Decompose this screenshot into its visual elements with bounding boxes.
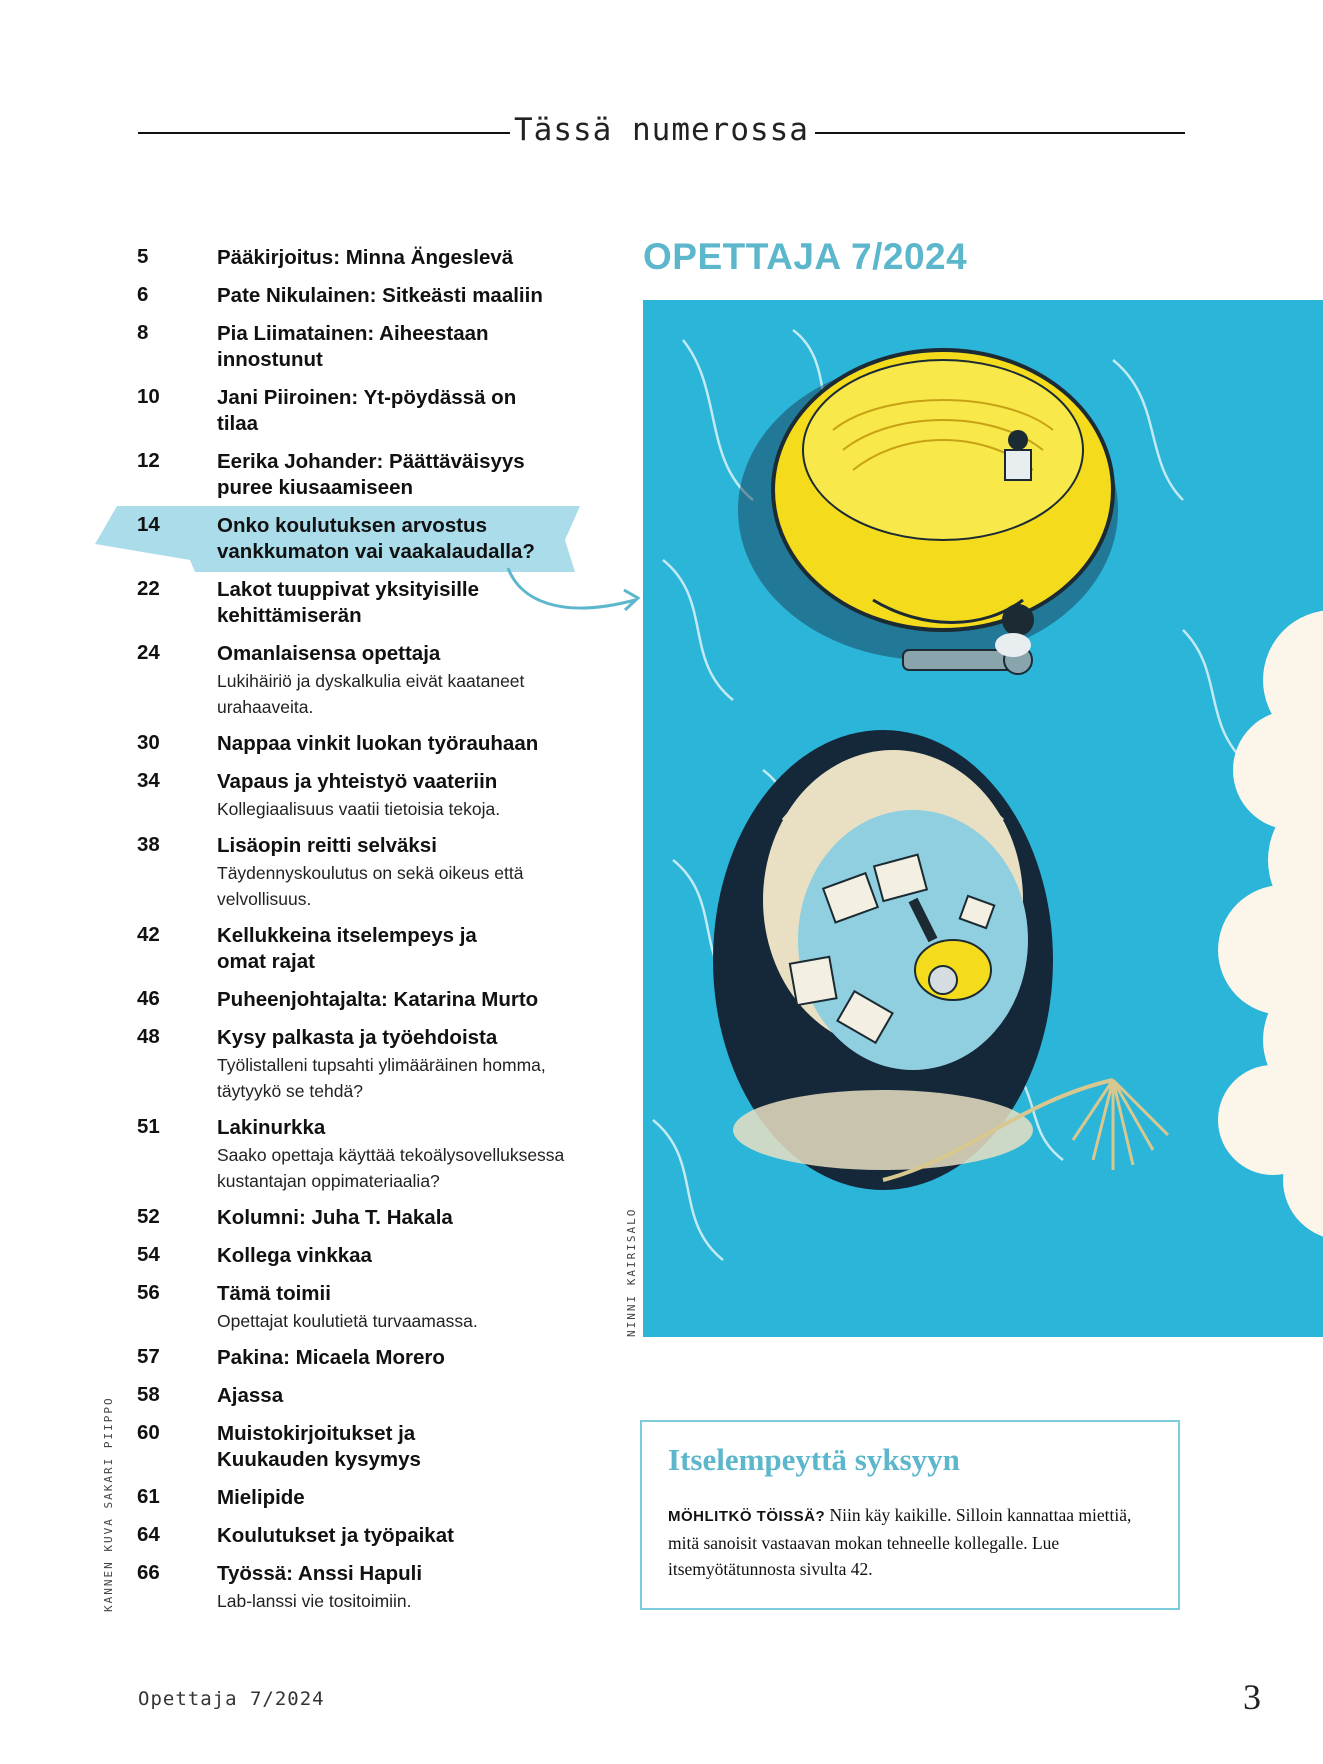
toc-page-number: 22: [137, 577, 160, 600]
header-rule-right: [815, 132, 1185, 134]
toc-page-number: 46: [137, 987, 160, 1010]
toc-page-number: 5: [137, 245, 149, 268]
toc-page-number: 24: [137, 641, 160, 664]
toc-page-number: 12: [137, 449, 160, 472]
toc-title: Pate Nikulainen: Sitkeästi maaliin: [217, 284, 543, 307]
illustrator-credit: NINNI KAIRISALO: [625, 1207, 638, 1337]
toc-page-number: 38: [137, 833, 160, 856]
toc-title: Nappaa vinkit luokan työrauhaan: [217, 732, 539, 755]
toc-page-number: 51: [137, 1115, 160, 1138]
toc-title: Pääkirjoitus: Minna Ängeslevä: [217, 246, 514, 269]
toc-title: Lakot tuuppivat yksityisille kehittämiserän: [217, 578, 480, 627]
teaser-box: [640, 1420, 1180, 1610]
toc-page-number: 6: [137, 283, 149, 306]
page-number: 3: [1243, 1677, 1261, 1717]
teaser-title: Itselempeyttä syksyyn: [668, 1442, 960, 1477]
toc-title: Ajassa: [217, 1384, 284, 1407]
toc-page-number: 52: [137, 1205, 160, 1228]
magazine-issue-title: OPETTAJA 7/2024: [643, 236, 968, 277]
teaser-lead: MÖHLITKÖ TÖISSÄ?: [668, 1508, 826, 1525]
teaser-body: Niin käy kaikille. Silloin kannattaa miettiä, mitä sanoisit vastaavan mokan tehneelle kollegalle. Lue itsemyötätunnosta sivulta 42.: [668, 1505, 1132, 1579]
toc-title: Pia Liimatainen: Aiheestaan innostunut: [217, 322, 489, 371]
toc-page-number: 57: [137, 1345, 160, 1368]
toc-title: Koulutukset ja työpaikat: [217, 1524, 454, 1547]
toc-subtitle: Työlistalleni tupsahti ylimääräinen homma, täytyykö se tehdä?: [217, 1055, 546, 1101]
toc-page-number: 56: [137, 1281, 160, 1304]
cover-illustration[interactable]: [643, 300, 1323, 1337]
page-title: Tässä numerossa: [514, 112, 809, 148]
toc-page-number: 14: [137, 513, 160, 536]
toc-subtitle: Saako opettaja käyttää tekoälysovelluksessa kustantajan oppimateriaalia?: [217, 1145, 565, 1191]
toc-title: Pakina: Micaela Morero: [217, 1346, 445, 1369]
toc-page-number: 42: [137, 923, 160, 946]
toc-page-number: 34: [137, 769, 160, 792]
cover-photo-credit: KANNEN KUVA SAKARI PIIPPO: [102, 1396, 115, 1612]
footer-publication: Opettaja 7/2024: [138, 1688, 325, 1710]
toc-title: Vapaus ja yhteistyö vaateriin: [217, 770, 498, 793]
toc-title: Puheenjohtajalta: Katarina Murto: [217, 988, 539, 1011]
toc-page-number: 61: [137, 1485, 160, 1508]
toc-page-number: 48: [137, 1025, 160, 1048]
toc-subtitle: Täydennyskoulutus on sekä oikeus että velvollisuus.: [217, 863, 524, 909]
toc-title: Kellukkeina itselempeys ja omat rajat: [217, 924, 477, 973]
toc-title: Lisäopin reitti selväksi: [217, 834, 437, 857]
toc-title: Onko koulutuksen arvostus vankkumaton vai vaakalaudalla?: [217, 514, 535, 563]
toc-title: Mielipide: [217, 1486, 305, 1509]
teaser-text: [668, 1502, 1158, 1582]
toc-subtitle: Kollegiaalisuus vaatii tietoisia tekoja.: [217, 799, 501, 819]
toc-subtitle: Lab-lanssi vie tositoimiin.: [217, 1591, 412, 1611]
toc-title: Jani Piiroinen: Yt-pöydässä on tilaa: [217, 386, 517, 435]
toc-page-number: 54: [137, 1243, 160, 1266]
toc-title: Omanlaisensa opettaja: [217, 642, 441, 665]
toc-page-number: 10: [137, 385, 160, 408]
toc-page-number: 30: [137, 731, 160, 754]
toc-title: Muistokirjoitukset ja Kuukauden kysymys: [217, 1422, 421, 1471]
toc-title: Kolumni: Juha T. Hakala: [217, 1206, 453, 1229]
toc-title: Lakinurkka: [217, 1116, 326, 1139]
toc-page-number: 8: [137, 321, 149, 344]
toc-page-number: 58: [137, 1383, 160, 1406]
toc-title: Kysy palkasta ja työehdoista: [217, 1026, 498, 1049]
table-of-contents: [0, 0, 620, 1650]
toc-title: Tämä toimii: [217, 1282, 331, 1305]
toc-subtitle: Opettajat koulutietä turvaamassa.: [217, 1311, 478, 1331]
toc-title: Kollega vinkkaa: [217, 1244, 372, 1267]
toc-page-number: 60: [137, 1421, 160, 1444]
toc-page-number: 64: [137, 1523, 160, 1546]
toc-page-number: 66: [137, 1561, 160, 1584]
toc-title: Eerika Johander: Päättäväisyys puree kiusaamiseen: [217, 450, 525, 499]
toc-subtitle: Lukihäiriö ja dyskalkulia eivät kaataneet urahaaveita.: [217, 671, 525, 717]
toc-title: Työssä: Anssi Hapuli: [217, 1562, 423, 1585]
